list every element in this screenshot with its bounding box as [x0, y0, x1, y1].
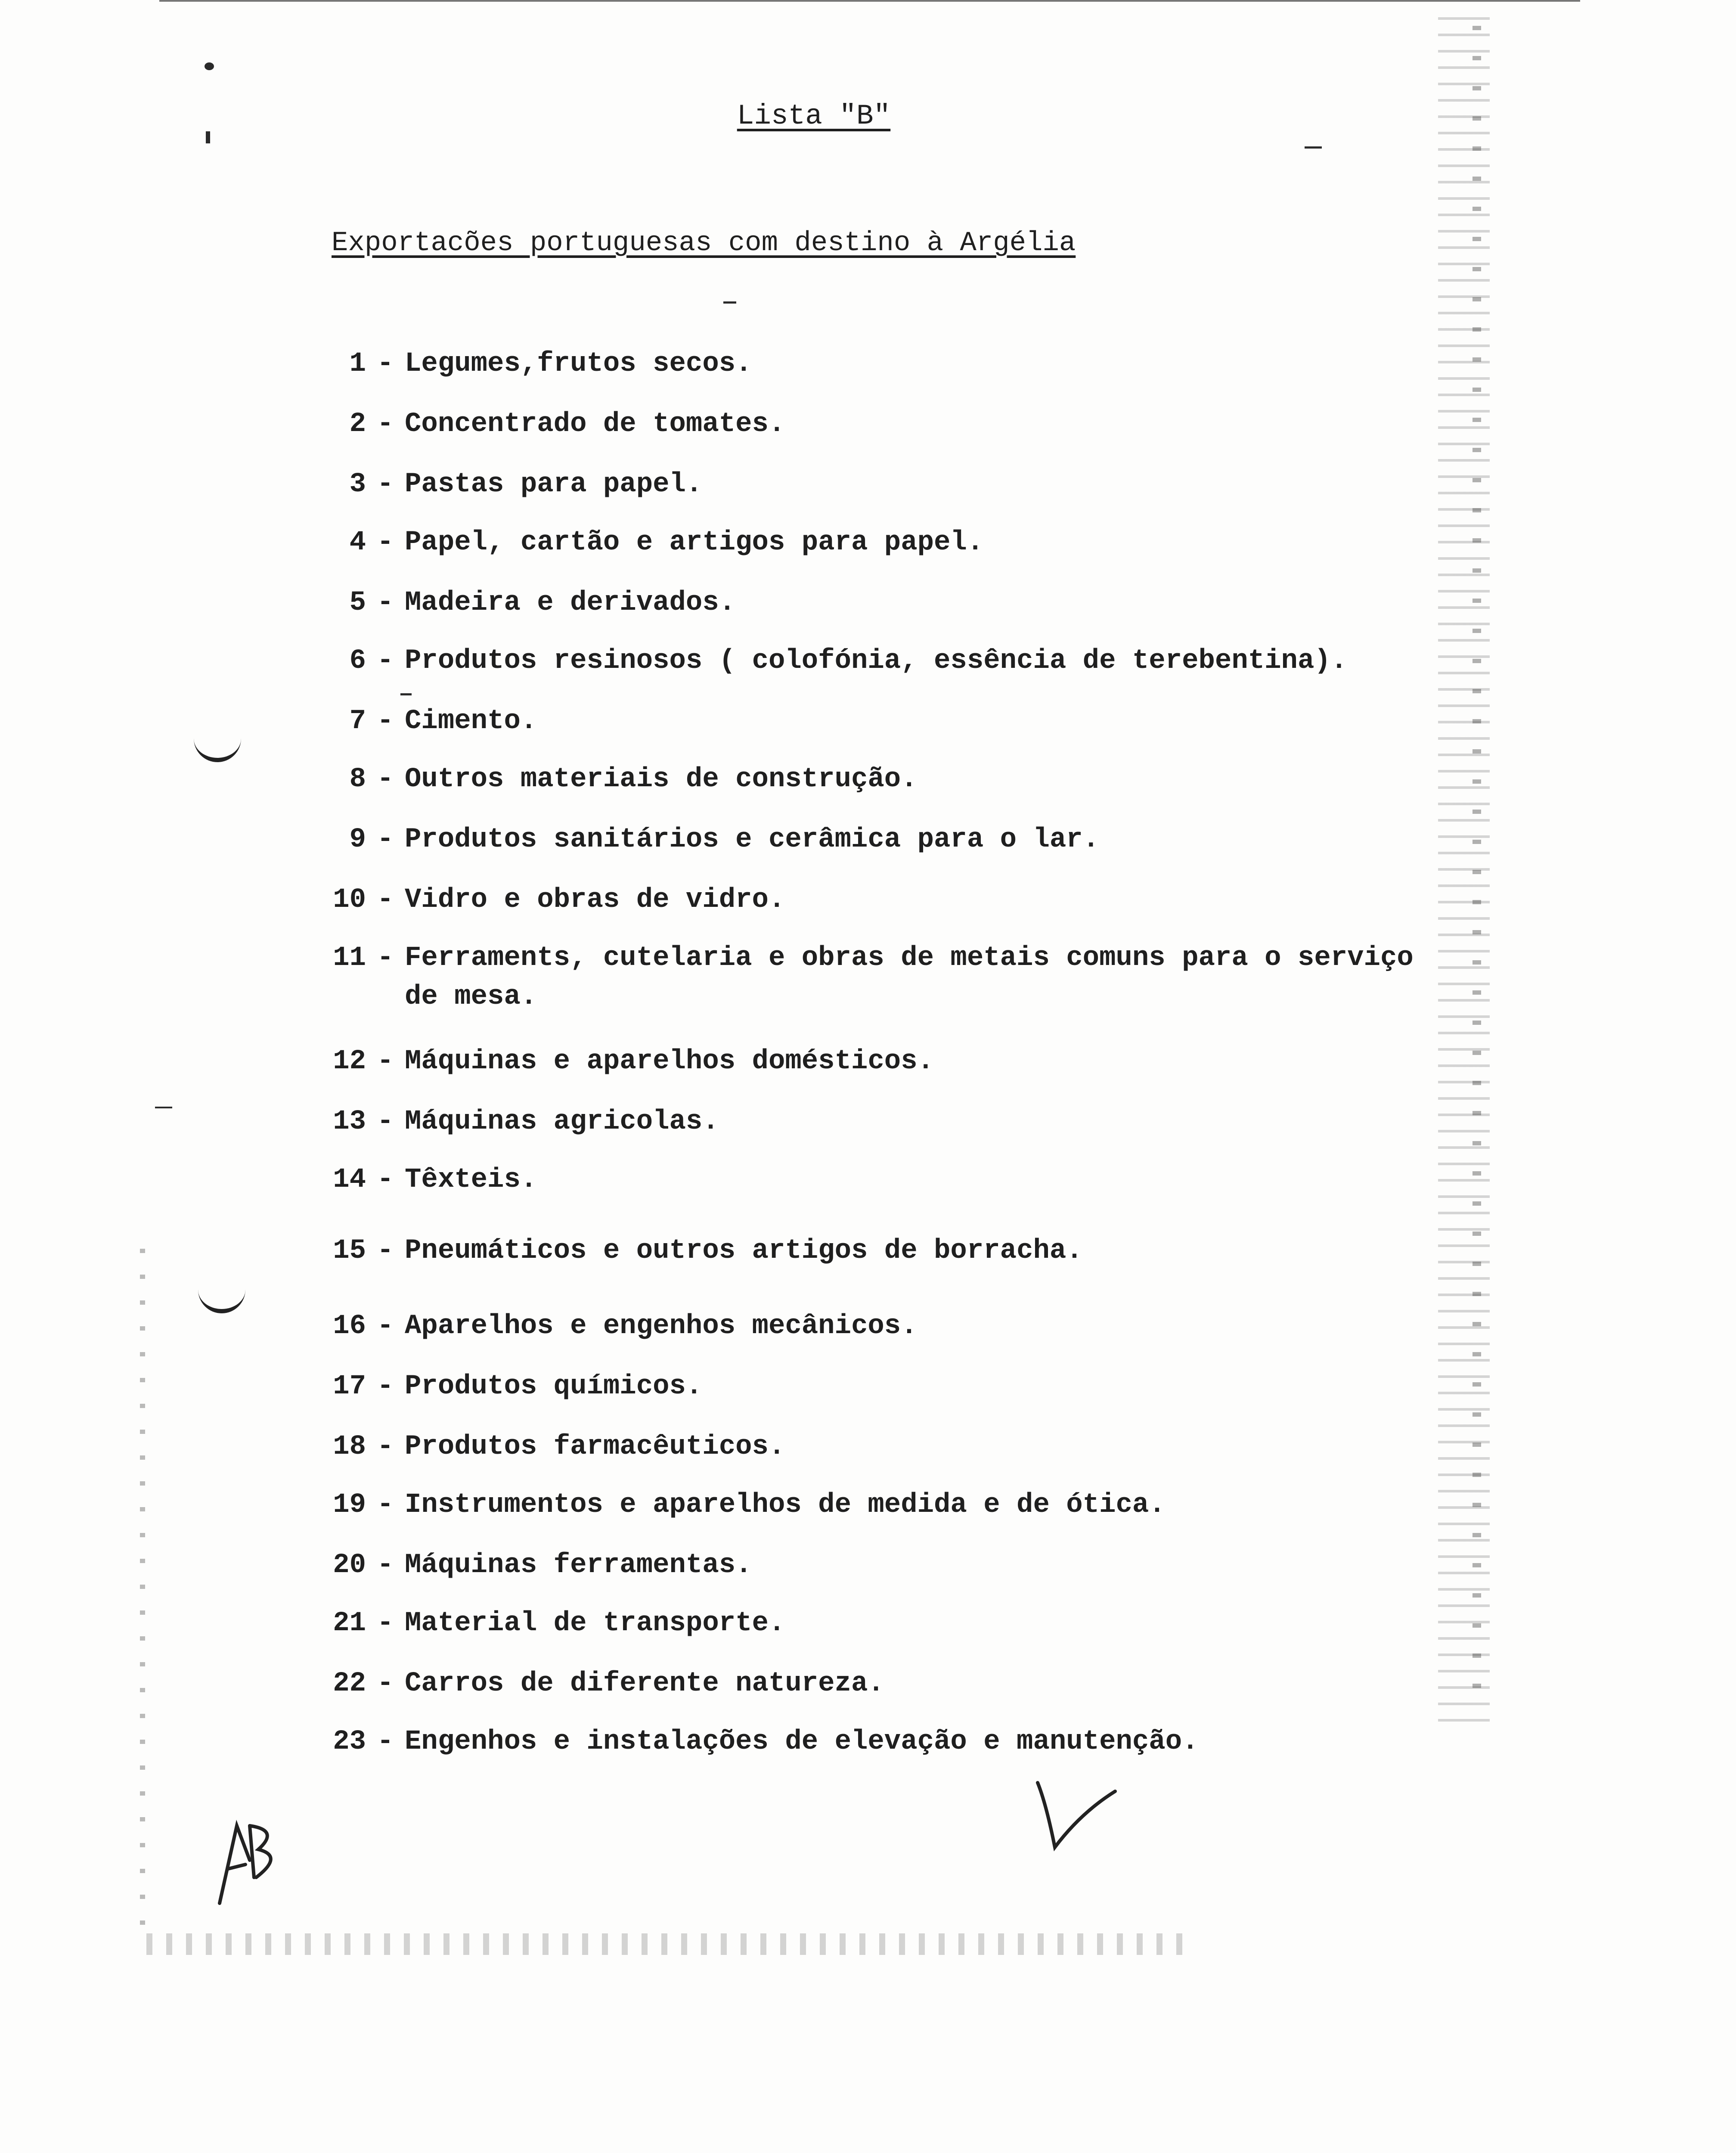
item-number: 17 — [333, 1371, 366, 1402]
list-item — [319, 642, 1447, 680]
scan-top-edge — [159, 0, 1580, 2]
item-text: Máquinas ferramentas. — [405, 1550, 752, 1581]
list-item — [319, 1604, 1395, 1643]
stray-mark — [205, 62, 214, 70]
list-item — [319, 1367, 1395, 1406]
item-text: Produtos resinosos ( colofónia, essência de terebentina). — [405, 645, 1348, 676]
item-text: Vidro e obras de vidro. — [405, 884, 785, 915]
page-subtitle: Exportacões portuguesas com destino à Argélia — [332, 228, 1076, 259]
stray-mark — [723, 301, 736, 304]
item-number: 2 — [349, 409, 366, 440]
list-item — [319, 405, 1395, 444]
item-text: Têxteis. — [405, 1164, 537, 1195]
item-number: 5 — [349, 587, 366, 618]
item-text: Engenhos e instalações de elevação e manutenção. — [405, 1726, 1199, 1757]
item-dash: - — [377, 645, 394, 676]
item-dash: - — [377, 348, 394, 379]
item-dash: - — [377, 1371, 394, 1402]
item-text: Aparelhos e engenhos mecânicos. — [405, 1311, 918, 1342]
item-dash: - — [377, 1550, 394, 1581]
item-dash: - — [377, 1311, 394, 1342]
item-number: 14 — [333, 1164, 366, 1195]
handwritten-initials — [202, 1809, 288, 1912]
item-text: Instrumentos e aparelhos de medida e de ótica. — [405, 1489, 1166, 1520]
item-number: 8 — [349, 764, 366, 795]
item-dash: - — [377, 1235, 394, 1266]
item-number: 3 — [349, 469, 366, 500]
item-text: Outros materiais de construção. — [405, 764, 918, 795]
item-text: Máquinas agricolas. — [405, 1106, 719, 1137]
item-text: Pneumáticos e outros artigos de borracha. — [405, 1235, 1083, 1266]
item-dash: - — [377, 824, 394, 855]
item-number: 4 — [349, 527, 366, 558]
list-item — [319, 939, 1447, 1016]
item-dash: - — [377, 884, 394, 915]
item-text: Produtos farmacêuticos. — [405, 1431, 785, 1462]
item-dash: - — [377, 943, 394, 974]
item-number: 11 — [333, 943, 366, 974]
item-dash: - — [377, 409, 394, 440]
item-number: 19 — [333, 1489, 366, 1520]
list-item — [319, 1160, 1395, 1199]
list-item — [319, 1042, 1395, 1081]
item-number: 20 — [333, 1550, 366, 1581]
list-item — [319, 1232, 1395, 1270]
item-number: 13 — [333, 1106, 366, 1137]
item-dash: - — [377, 1046, 394, 1077]
item-dash: - — [377, 764, 394, 795]
item-text: Concentrado de tomates. — [405, 409, 785, 440]
item-dash: - — [377, 1431, 394, 1462]
list-item — [319, 820, 1395, 859]
item-dash: - — [377, 706, 394, 737]
list-item — [319, 344, 1395, 383]
item-number: 16 — [333, 1311, 366, 1342]
item-dash: - — [377, 469, 394, 500]
list-item — [319, 465, 1395, 504]
item-dash: - — [377, 527, 394, 558]
page-title: Lista "B" — [737, 100, 891, 132]
stray-mark — [400, 693, 412, 695]
list-item — [319, 1427, 1395, 1466]
list-item — [319, 702, 1395, 741]
item-number: 9 — [349, 824, 366, 855]
item-number: 15 — [333, 1235, 366, 1266]
list-item — [319, 760, 1395, 799]
item-number: 21 — [333, 1608, 366, 1639]
item-number: 6 — [349, 645, 366, 676]
list-item — [319, 1664, 1395, 1703]
item-dash: - — [377, 1668, 394, 1699]
item-dash: - — [377, 1164, 394, 1195]
list-item — [319, 583, 1395, 622]
list-item — [319, 1307, 1395, 1346]
item-text: Legumes,frutos secos. — [405, 348, 752, 379]
item-dash: - — [377, 1608, 394, 1639]
item-text: Ferraments, cutelaria e obras de metais comuns para o serviço de mesa. — [405, 943, 1430, 1012]
item-dash: - — [377, 1106, 394, 1137]
list-item — [319, 881, 1395, 919]
item-number: 23 — [333, 1726, 366, 1757]
item-number: 7 — [349, 706, 366, 737]
binder-bracket-mark — [198, 1279, 245, 1313]
scan-left-edge-artifacts — [140, 1249, 145, 1938]
stray-mark — [155, 1107, 172, 1108]
stray-mark — [1305, 146, 1322, 149]
list-item — [319, 1546, 1395, 1585]
item-number: 12 — [333, 1046, 366, 1077]
list-item — [319, 523, 1395, 562]
item-text: Papel, cartão e artigos para papel. — [405, 527, 984, 558]
binder-bracket-mark — [194, 728, 241, 762]
item-text: Madeira e derivados. — [405, 587, 736, 618]
item-number: 10 — [333, 884, 366, 915]
item-text: Máquinas e aparelhos domésticos. — [405, 1046, 934, 1077]
item-text: Produtos sanitários e cerâmica para o lar. — [405, 824, 1100, 855]
item-text: Material de transporte. — [405, 1608, 785, 1639]
item-text: Carros de diferente natureza. — [405, 1668, 884, 1699]
list-item — [319, 1486, 1395, 1524]
item-number: 1 — [349, 348, 366, 379]
item-number: 18 — [333, 1431, 366, 1462]
list-item — [319, 1722, 1395, 1761]
item-dash: - — [377, 1726, 394, 1757]
item-text: Cimento. — [405, 706, 537, 737]
scan-right-edge-line — [1472, 26, 1481, 1705]
scan-right-edge-artifacts — [1438, 17, 1490, 1722]
item-text: Pastas para papel. — [405, 469, 703, 500]
list-item — [319, 1102, 1395, 1141]
item-dash: - — [377, 587, 394, 618]
handwritten-check-mark — [1029, 1774, 1124, 1860]
item-text: Produtos químicos. — [405, 1371, 703, 1402]
item-number: 22 — [333, 1668, 366, 1699]
scan-bottom-edge-artifacts — [146, 1933, 1188, 1955]
item-dash: - — [377, 1489, 394, 1520]
